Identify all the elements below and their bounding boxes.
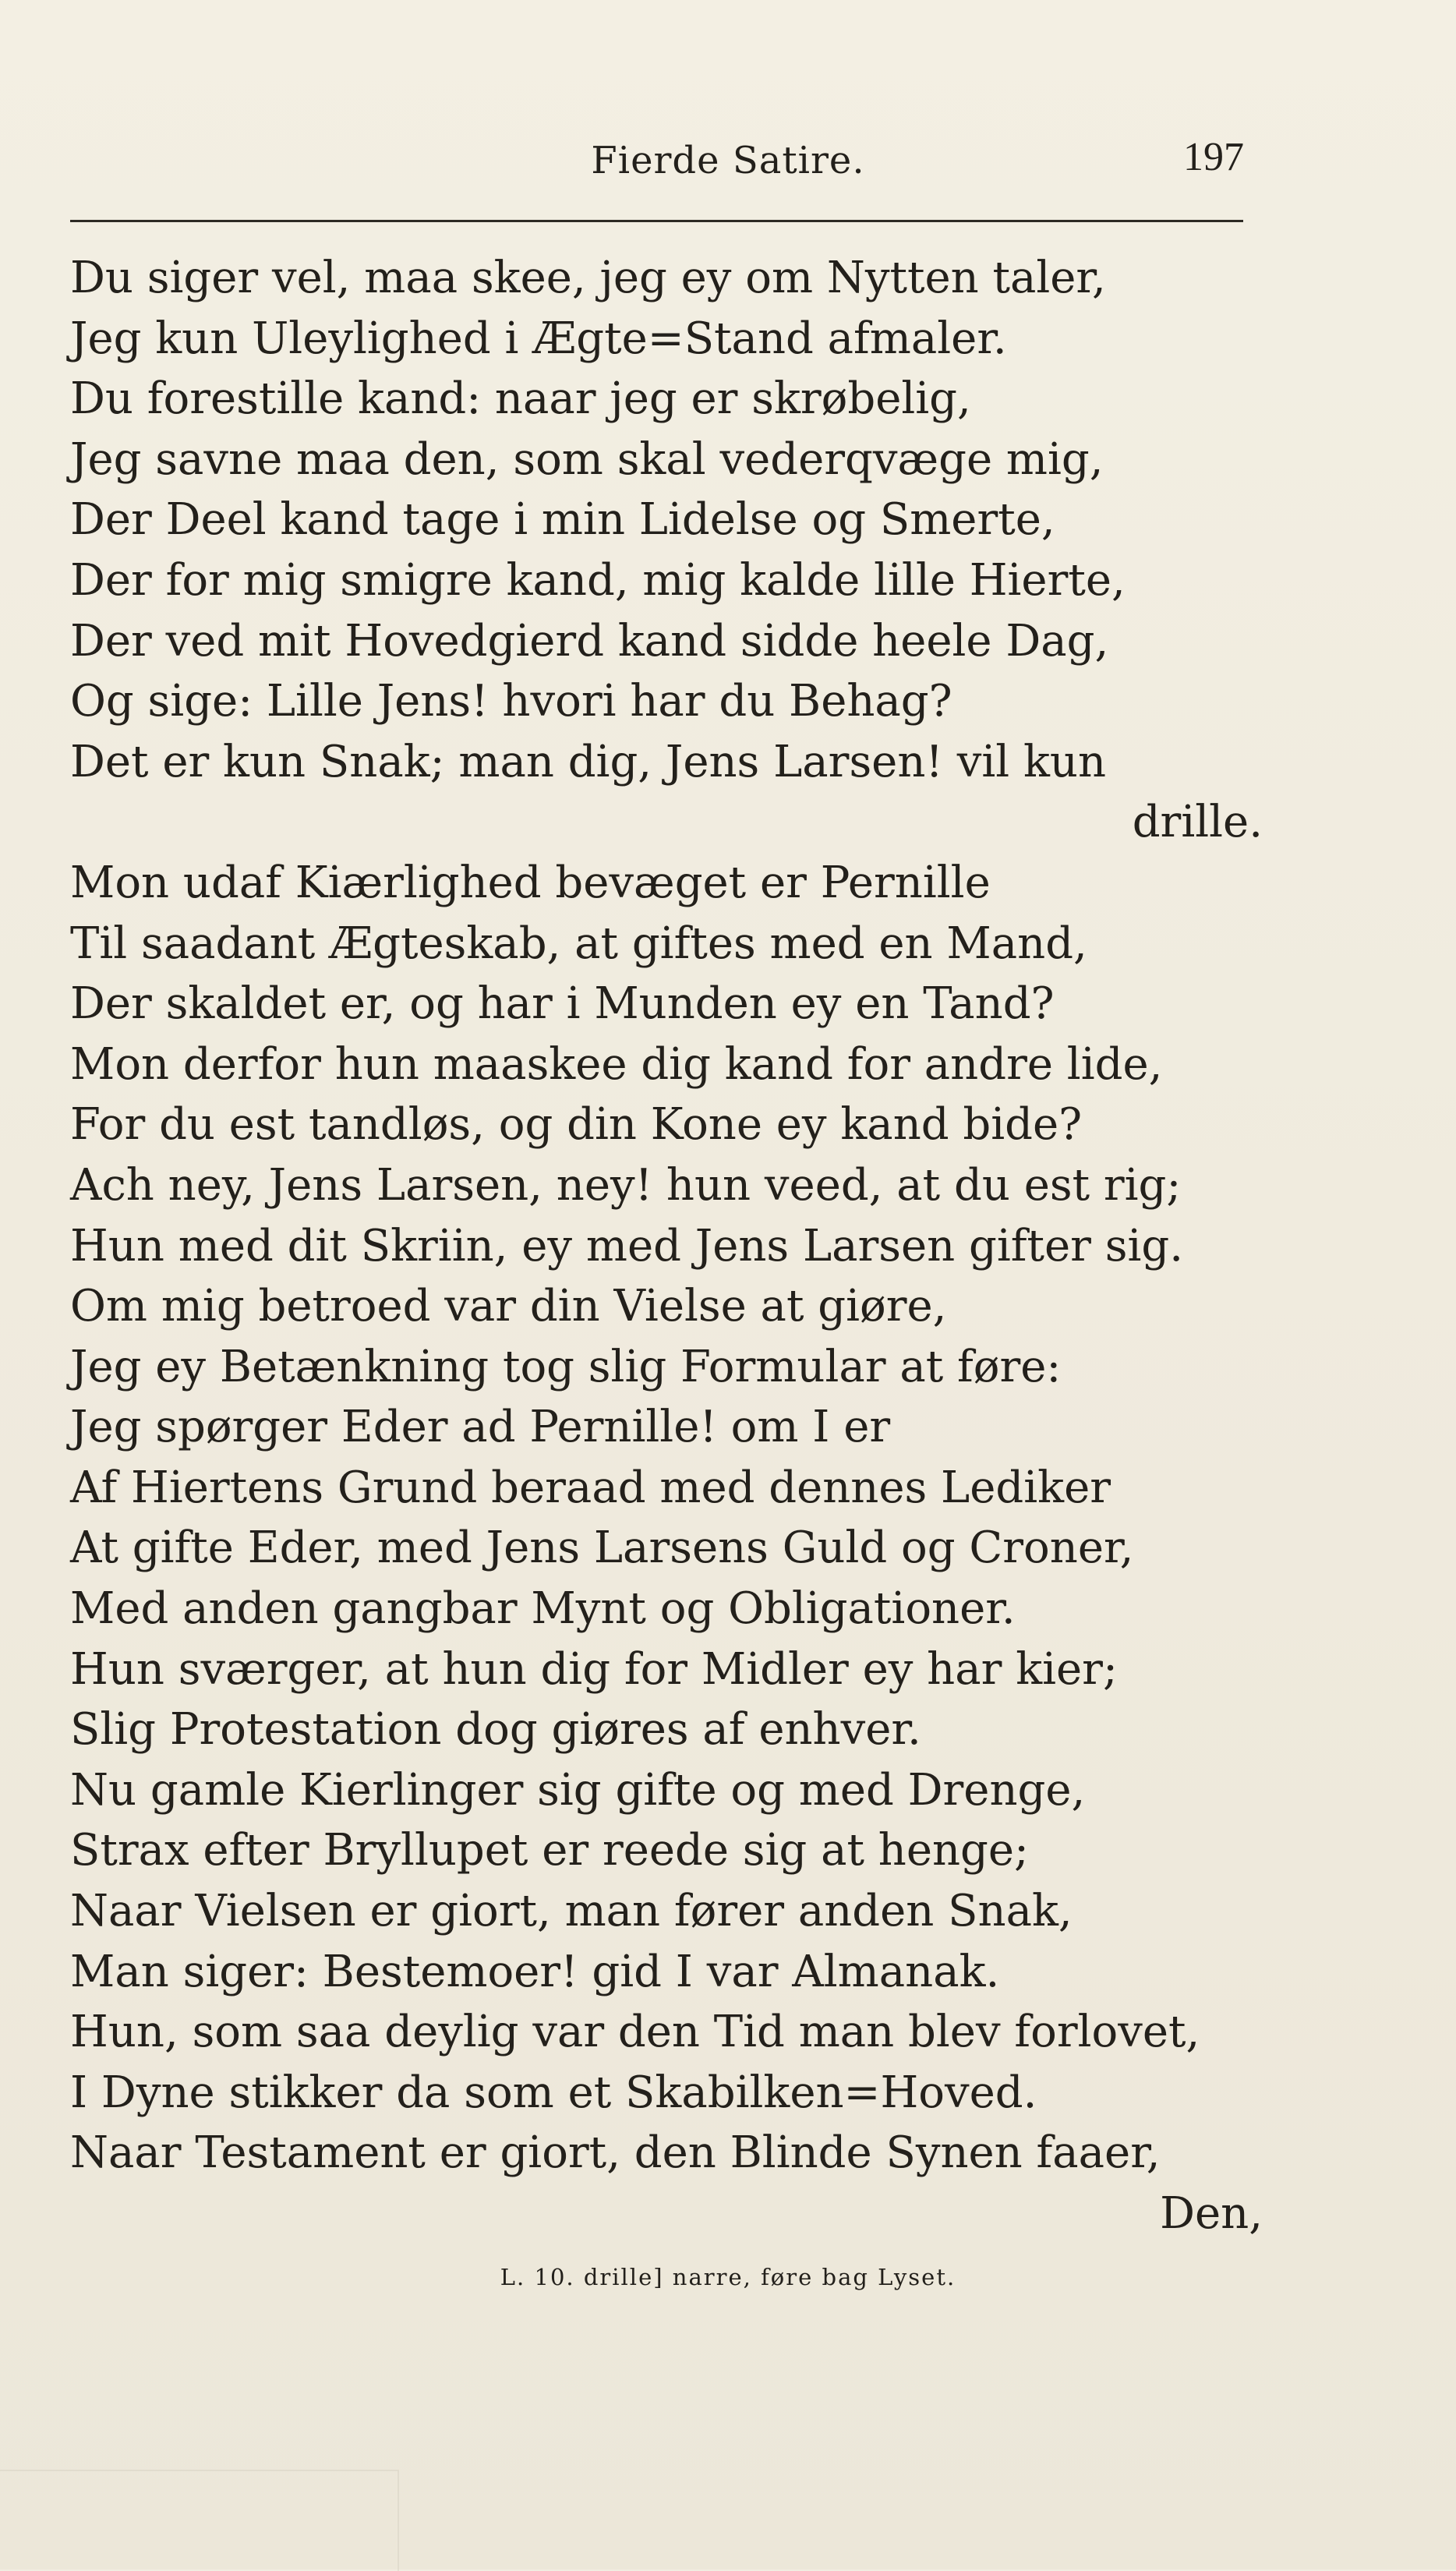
verse-line: Af Hiertens Grund beraad med dennes Lediker — [70, 1462, 1111, 1513]
verse-line: Med anden gangbar Mynt og Obligationer. — [70, 1583, 1016, 1635]
header-rule — [70, 220, 1243, 222]
verse-line: Mon udaf Kiærlighed bevæget er Pernille — [70, 857, 991, 908]
verse-line: Naar Vielsen er giort, man fører anden Snak, — [70, 1886, 1073, 1937]
verse-line: Du forestille kand: naar jeg er skrøbelig, — [70, 373, 971, 425]
verse-line-continuation: drille. — [1132, 797, 1263, 848]
verse-line: Naar Testament er giort, den Blinde Synen faaer, — [70, 2127, 1161, 2179]
page-number: 197 — [1183, 135, 1244, 179]
paper-fold-mark — [0, 2470, 399, 2571]
verse-line: Hun med dit Skriin, ey med Jens Larsen gifter sig. — [70, 1220, 1184, 1271]
verse-line: Til saadant Ægteskab, at giftes med en Mand, — [70, 918, 1087, 969]
verse-line: At gifte Eder, med Jens Larsens Guld og Croner, — [70, 1522, 1134, 1574]
verse-line: Der Deel kand tage i min Lidelse og Smerte, — [70, 494, 1055, 546]
footnote: L. 10. drille] narre, føre bag Lyset. — [500, 2264, 956, 2290]
verse-line: Om mig betroed var din Vielse at giøre, — [70, 1281, 947, 1332]
verse-line: Hun, som saa deylig var den Tid man blev forlovet, — [70, 2007, 1200, 2058]
verse-block — [70, 248, 1270, 2244]
verse-line: Jeg kun Uleylighed i Ægte=Stand afmaler. — [70, 313, 1007, 364]
verse-line: Man siger: Bestemoer! gid I var Almanak. — [70, 1946, 1000, 1997]
catchword: Den, — [1160, 2188, 1263, 2239]
verse-line: Og sige: Lille Jens! hvori har du Behag? — [70, 676, 952, 727]
verse-line: Mon derfor hun maaskee dig kand for andre lide, — [70, 1038, 1163, 1090]
verse-line: Jeg ey Betænkning tog slig Formular at føre: — [70, 1341, 1062, 1392]
verse-line: Nu gamle Kierlinger sig gifte og med Drenge, — [70, 1764, 1086, 1816]
verse-line: I Dyne stikker da som et Skabilken=Hoved. — [70, 2067, 1037, 2118]
verse-line: Jeg savne maa den, som skal vederqvæge mig, — [70, 433, 1104, 485]
verse-line: Jeg spørger Eder ad Pernille! om I er — [70, 1402, 891, 1453]
verse-line: Der for mig smigre kand, mig kalde lille Hierte, — [70, 554, 1126, 606]
verse-line: Der skaldet er, og har i Munden ey en Tand? — [70, 978, 1055, 1030]
verse-line: Hun sværger, at hun dig for Midler ey har kier; — [70, 1643, 1118, 1695]
running-title: Fierde Satire. — [591, 139, 865, 182]
verse-line: Der ved mit Hovedgierd kand sidde heele Dag, — [70, 615, 1109, 667]
verse-line: Slig Protestation dog giøres af enhver. — [70, 1704, 921, 1756]
verse-line: Det er kun Snak; man dig, Jens Larsen! vil kun — [70, 736, 1107, 787]
verse-line: For du est tandløs, og din Kone ey kand bide? — [70, 1099, 1083, 1151]
verse-line: Du siger vel, maa skee, jeg ey om Nytten taler, — [70, 253, 1106, 303]
verse-line: Ach ney, Jens Larsen, ney! hun veed, at du est rig; — [70, 1159, 1182, 1211]
verse-line: Strax efter Bryllupet er reede sig at henge; — [70, 1825, 1029, 1876]
